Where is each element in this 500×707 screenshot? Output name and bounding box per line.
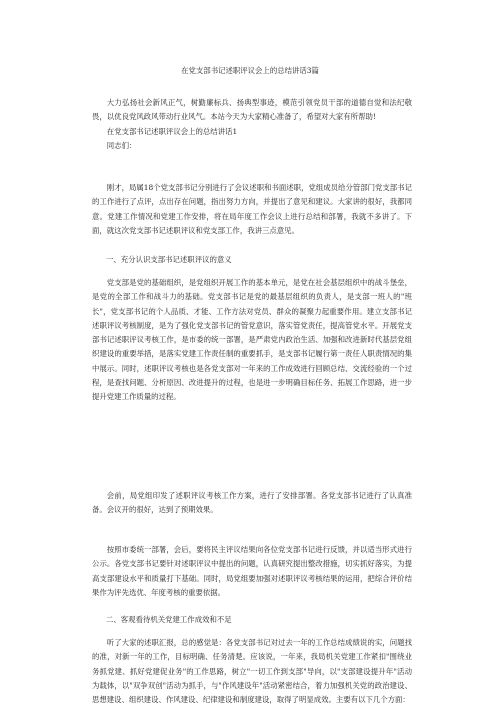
salutation: 同志们： (106, 140, 137, 150)
body-paragraph: 党支部是党的基础组织，是党组织开展工作的基本单元，是党在社会基层组织中的战斗堡垒，是党的全部工作和战斗力的基础。党支部书记是党的最基层组织的负责人，是支部一班人的"班长"，党支部书记的个人品质、才能、工作方法对党员、群众的凝聚力起重要作用。建立支部书记述职评议考核制度，是为了强化党支部书记的管党意识，落实管党责任，提高管党水平。开展党支部书记述职评议考核工作，是市委的统一部署，是严肃党内政治生活、加强和改进新时代基层党组织建设的重要举措，是落实党建工作责任制的重要抓手，是支部书记履行第一责任人职责情况的集中展示。同时，述职评议考核也是各党支部对一年来的工作成效进行回顾总结、交流经验的一个过程，是查找问题、分析原因、改进提升的过程，也是进一步明确目标任务、拓展工作思路，进一步提升党建工作质量的过程。 (92, 278, 412, 402)
body-paragraph: 会前，局党组印发了述职评议考核工作方案，进行了安排部署。各党支部书记进行了认真准备。会议开的很好，达到了预期效果。 (92, 491, 412, 515)
section-1-block (92, 276, 412, 405)
body-paragraph: 按照市委统一部署，会后，要将民主评议结果向各位党支部书记进行反馈，并以适当形式进行公示。各党支部书记要针对述职评议中提出的问题，认真研究提出整改措施，切实抓好落实，为提高支部建设水平和质量打下基础。同时，局党组要加强对述职评议考核结果的运用，把综合评价结果作为评先选优、年度考核的重要依据。 (92, 545, 412, 597)
section-heading-2: 二、客观看待机关党建工作成效和不足 (106, 615, 232, 624)
feedback-block (92, 543, 412, 600)
meeting-block (92, 489, 412, 518)
section-2-block (92, 636, 412, 707)
opening-block (92, 181, 412, 238)
intro-block (92, 96, 412, 153)
intro-paragraph: 大力弘扬社会新风正气，树勤廉标兵、扬典型事迹，模范引领党员干部的道德自觉和法纪敬畏，以优良党风政风带动行业风气。本站今天为大家精心准备了，希望对大家有所帮助! (92, 98, 412, 122)
body-paragraph: 听了大家的述职汇报，总的感觉是：各党支部书记对过去一年的工作总结成绩说的实，问题找的准，对新一年的工作，目标明确、任务清楚。应该说，一年来，我局机关党建工作紧扣"围绕业务抓党建、抓好党建促业务"的工作思路，树立"一切工作到支部"导向，以"支部建设提升年"活动为载体，以"双争双创"活动为抓手，与"作风建设年"活动紧密结合，着力加强机关党的政治建设、思想建设、组织建设、作风建设、纪律建设和制度建设，取得了明显成效。主要有以下几个方面： (92, 638, 412, 705)
section-subtitle: 在党支部书记述职评议会上的总结讲话1 (106, 126, 238, 136)
document-title: 在党支部书记述职评议会上的总结讲话3篇 (181, 66, 319, 75)
body-paragraph: 刚才，局属18个党支部书记分别进行了会议述职和书面述职，党组成员给分管部门党支部书记的工作进行了点评，点出存在问题，指出努力方向，并提出了意见和建议。大家讲的很好，我都同意。党建工作情况和党建工作安排，将在局年度工作会议上进行总结和部署，我就不多讲了。下面，就这次党支部书记述职评议和党支部工作，我讲三点意见。 (92, 183, 412, 235)
section-heading-1: 一、充分认识支部书记述职评议的意义 (106, 255, 232, 264)
